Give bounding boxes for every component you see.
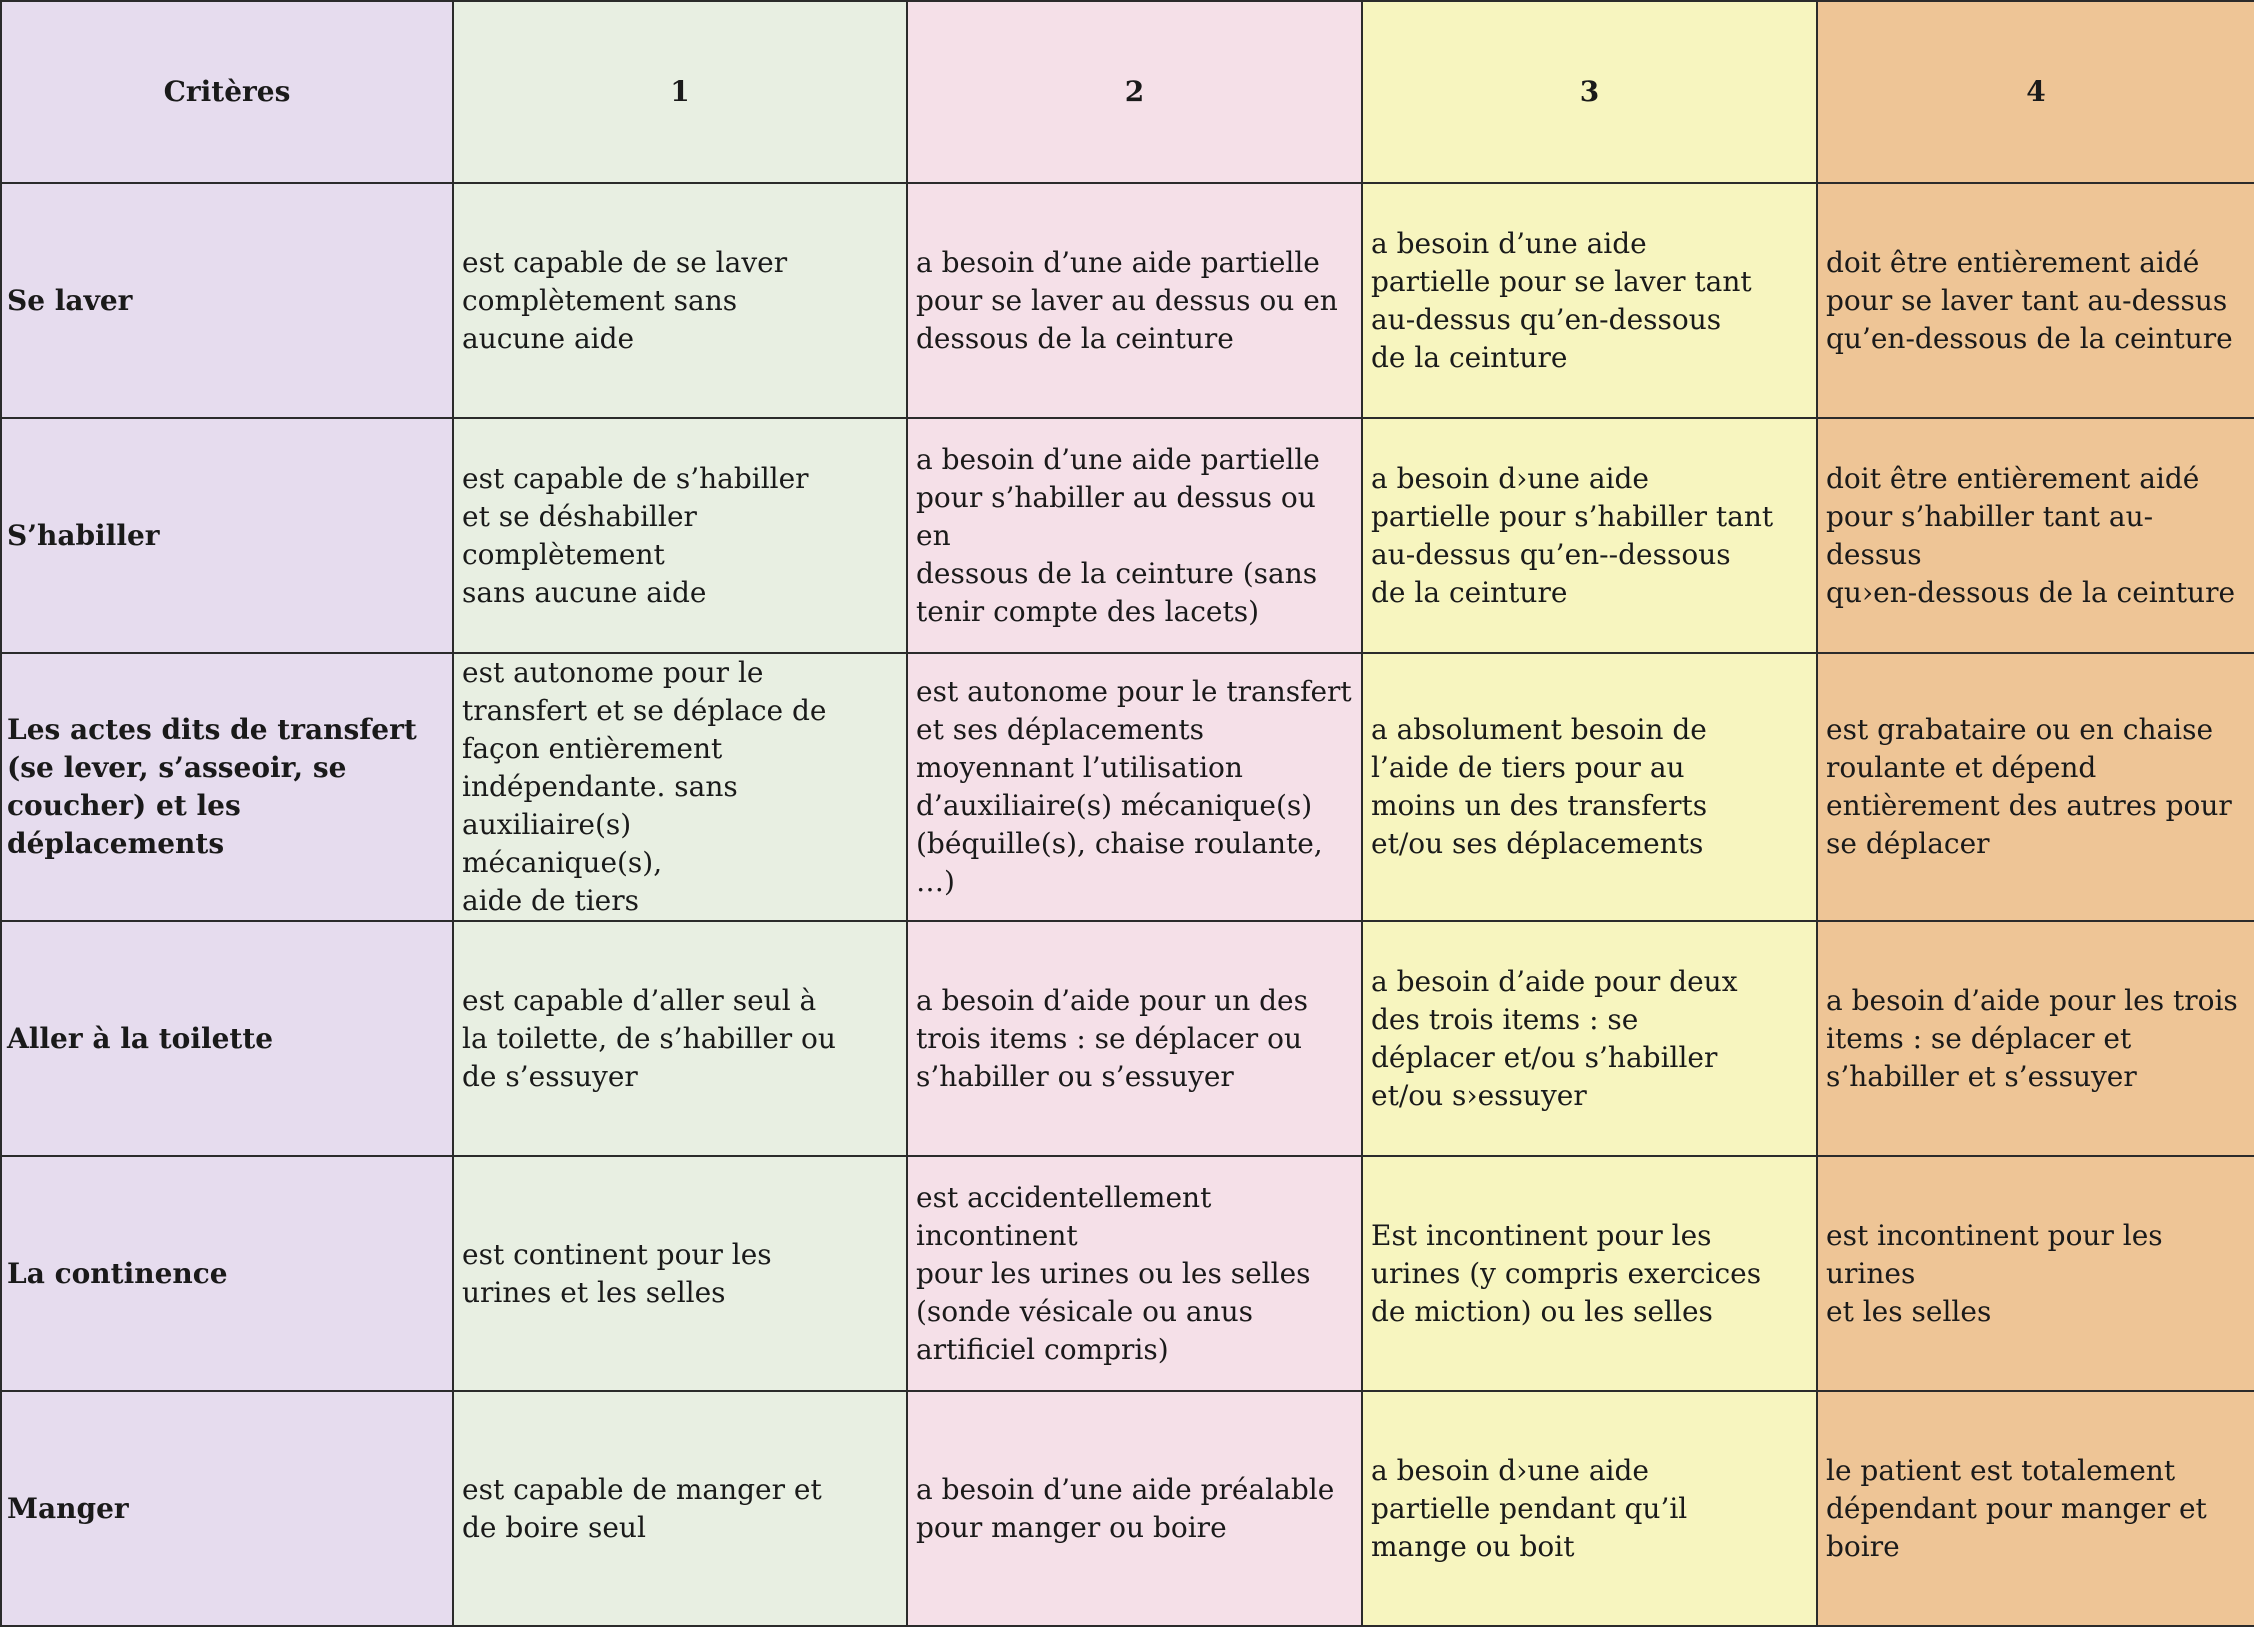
table-row bbox=[1, 418, 2254, 653]
criterion-cell: Aller à la toilette bbox=[1, 921, 453, 1156]
header-criteria: Critères bbox=[1, 1, 453, 183]
cell-text: Est incontinent pour les urines (y compris exercices de miction) ou les selles bbox=[1371, 1218, 1762, 1328]
criterion-cell: Les actes dits de transfert (se lever, s’asseoir, se coucher) et les déplacements bbox=[1, 653, 453, 921]
table-row bbox=[1, 183, 2254, 418]
level-4-cell bbox=[1817, 1391, 2254, 1626]
cell-text: a besoin d’une aide partielle pour s’habiller au dessus ou en dessous de la ceinture (sans tenir compte des lacets) bbox=[916, 442, 1320, 628]
header-level-1: 1 bbox=[453, 1, 907, 183]
level-1-cell bbox=[453, 921, 907, 1156]
table-row bbox=[1, 921, 2254, 1156]
cell-text: a besoin d’aide pour un des trois items : se déplacer ou s’habiller ou s’essuyer bbox=[916, 983, 1308, 1093]
level-1-cell bbox=[453, 418, 907, 653]
level-2-cell bbox=[907, 921, 1362, 1156]
cell-text: a absolument besoin de l’aide de tiers pour au moins un des transferts et/ou ses déplacements bbox=[1371, 713, 1708, 860]
level-4-cell bbox=[1817, 183, 2254, 418]
cell-text: est accidentellement incontinent pour les urines ou les selles (sonde vésicale ou anus artificiel compris) bbox=[916, 1180, 1311, 1366]
level-4-cell bbox=[1817, 653, 2254, 921]
cell-text: est continent pour les urines et les selles bbox=[462, 1237, 772, 1309]
level-3-cell bbox=[1362, 1391, 1817, 1626]
level-3-cell bbox=[1362, 183, 1817, 418]
level-3-cell bbox=[1362, 418, 1817, 653]
level-1-cell bbox=[453, 183, 907, 418]
cell-text: est capable de s’habiller et se déshabiller complètement sans aucune aide bbox=[462, 461, 809, 609]
table-row bbox=[1, 1156, 2254, 1391]
cell-text: est incontinent pour les urines et les selles bbox=[1826, 1218, 2163, 1328]
header-level-3: 3 bbox=[1362, 1, 1817, 183]
level-2-cell bbox=[907, 653, 1362, 921]
criterion-cell: Se laver bbox=[1, 183, 453, 418]
cell-text: est capable de manger et de boire seul bbox=[462, 1472, 822, 1544]
level-1-cell bbox=[453, 1156, 907, 1391]
level-4-cell bbox=[1817, 418, 2254, 653]
level-2-cell bbox=[907, 1391, 1362, 1626]
level-1-cell bbox=[453, 1391, 907, 1626]
cell-text: a besoin d›une aide partielle pour s’habiller tant au-dessus qu’en--dessous de la ceinture bbox=[1371, 461, 1774, 609]
level-2-cell bbox=[907, 418, 1362, 653]
cell-text: est capable d’aller seul à la toilette, de s’habiller ou de s’essuyer bbox=[462, 983, 836, 1093]
cell-text: le patient est totalement dépendant pour manger et boire bbox=[1826, 1453, 2207, 1563]
table-body bbox=[1, 183, 2254, 1626]
cell-text: a besoin d’une aide partielle pour se laver au dessus ou en dessous de la ceinture bbox=[916, 245, 1338, 355]
cell-text: doit être entièrement aidé pour s’habiller tant au-dessus qu›en-dessous de la ceinture bbox=[1826, 461, 2236, 609]
level-3-cell bbox=[1362, 1156, 1817, 1391]
level-2-cell bbox=[907, 1156, 1362, 1391]
cell-text: est grabataire ou en chaise roulante et dépend entièrement des autres pour se déplacer bbox=[1826, 713, 2232, 860]
cell-text: doit être entièrement aidé pour se laver tant au-dessus qu’en-dessous de la ceinture bbox=[1826, 245, 2233, 355]
cell-text: a besoin d’aide pour deux des trois items : se déplacer et/ou s’habiller et/ou s›essuyer bbox=[1371, 964, 1738, 1112]
cell-text: a besoin d›une aide partielle pendant qu’il mange ou boit bbox=[1371, 1453, 1688, 1563]
cell-text: a besoin d’une aide partielle pour se laver tant au-dessus qu’en-dessous de la ceinture bbox=[1371, 226, 1752, 374]
level-3-cell bbox=[1362, 921, 1817, 1156]
table-row bbox=[1, 653, 2254, 921]
cell-text: est autonome pour le transfert et se déplace de façon entièrement indépendante. sans auxiliaire(s) mécanique(s), aide de tiers bbox=[462, 656, 827, 917]
header-level-4: 4 bbox=[1817, 1, 2254, 183]
cell-text: a besoin d’une aide préalable pour manger ou boire bbox=[916, 1472, 1335, 1544]
table-header-row bbox=[1, 1, 2254, 183]
criterion-cell: S’habiller bbox=[1, 418, 453, 653]
cell-text: est autonome pour le transfert et ses déplacements moyennant l’utilisation d’auxiliaire(s) mécanique(s) (béquille(s), chaise roulante, …) bbox=[916, 675, 1352, 898]
level-1-cell bbox=[453, 653, 907, 921]
level-2-cell bbox=[907, 183, 1362, 418]
criterion-cell: Manger bbox=[1, 1391, 453, 1626]
cell-text: est capable de se laver complètement sans aucune aide bbox=[462, 245, 788, 355]
table-row bbox=[1, 1391, 2254, 1626]
header-level-2: 2 bbox=[907, 1, 1362, 183]
criterion-cell: La continence bbox=[1, 1156, 453, 1391]
cell-text: a besoin d’aide pour les trois items : se déplacer et s’habiller et s’essuyer bbox=[1826, 983, 2238, 1093]
level-4-cell bbox=[1817, 1156, 2254, 1391]
level-3-cell bbox=[1362, 653, 1817, 921]
level-4-cell bbox=[1817, 921, 2254, 1156]
